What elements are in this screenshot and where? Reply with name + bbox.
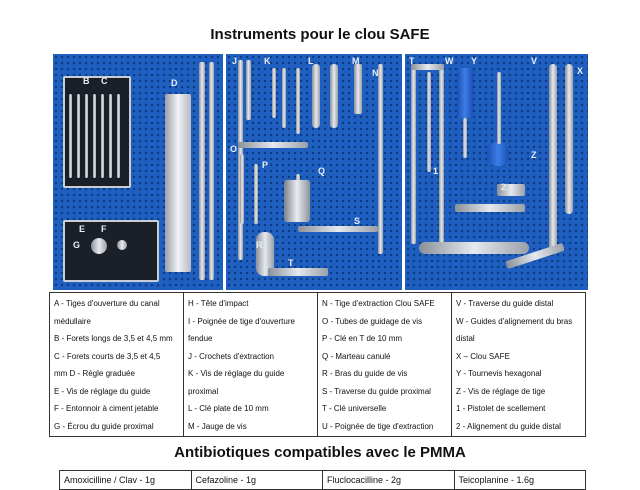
legend-line: B - Forets longs de 3,5 et 4,5 mm	[54, 334, 173, 343]
legend-line: J - Crochets d'extraction	[188, 351, 275, 361]
photo-label-z: Z	[531, 150, 537, 160]
legend-line: G - Écrou du guide proximal	[54, 421, 154, 431]
hex-screwdriver-shaft	[463, 118, 467, 158]
drill-bit	[109, 94, 112, 178]
legend-line: E - Vis de réglage du guide	[54, 386, 151, 396]
legend-line: N - Tige d'extraction Clou SAFE	[322, 299, 435, 308]
legend-line: C - Forets courts de 3,5 et 4,5	[54, 351, 161, 361]
antibiotic-cell: Amoxicilline / Clav - 1g	[60, 471, 192, 490]
antibiotics-table	[59, 470, 586, 490]
distal-crossbar	[411, 64, 416, 244]
screw-guide-tube	[238, 142, 308, 148]
flat-wrench	[330, 64, 338, 128]
cannulated-hammer	[284, 180, 310, 222]
adjustment-knob	[487, 142, 509, 166]
t-wrench	[254, 164, 258, 224]
legend-line: Y - Tournevis hexagonal	[456, 369, 542, 378]
legend-line: Z - Vis de réglage de tige	[456, 386, 546, 396]
distal-crossbar	[439, 64, 444, 244]
legend-line: F - Entonnoir à ciment jetable	[54, 404, 159, 413]
instrument-photo-panel-1	[53, 54, 223, 290]
legend-line: V - Traverse du guide distal	[456, 299, 554, 308]
instrument-photo-panel-2	[226, 54, 402, 290]
photo-label-b: B	[83, 76, 90, 86]
legend-line: W - Guides d'alignement du bras	[456, 316, 573, 326]
photo-label-g: G	[73, 240, 81, 250]
guide-crossbar	[298, 226, 378, 232]
universal-key	[268, 268, 328, 276]
photo-label-w: W	[445, 56, 454, 66]
photo-label-k: K	[264, 56, 271, 66]
legend-column-1	[50, 293, 184, 437]
adjustment-knob-shaft	[497, 72, 501, 144]
legend-line: X – Clou SAFE	[456, 351, 510, 361]
photo-label-r: R	[256, 240, 263, 250]
legend-column-2	[184, 293, 318, 437]
photo-label-x: X	[577, 66, 584, 76]
small-parts-tray	[63, 220, 159, 282]
cement-funnel	[91, 238, 107, 254]
page-title: Instruments pour le clou SAFE	[210, 26, 430, 43]
legend-line: K - Vis de réglage du guide	[188, 369, 285, 378]
photo-label-f: F	[101, 224, 107, 234]
legend-line: L - Clé plate de 10 mm	[188, 404, 269, 413]
antibiotic-cell: Cefazoline - 1g	[191, 471, 323, 490]
legend-line: M - Jauge de vis	[188, 421, 247, 431]
legend-line: Q - Marteau canulé	[322, 351, 391, 361]
legend-column-4	[452, 293, 586, 437]
photo-label-p: P	[262, 160, 269, 170]
instrument-photo-panel-3	[405, 54, 588, 290]
alignment-guide	[427, 72, 431, 172]
photo-label-o: O	[230, 144, 238, 154]
screw-gauge	[354, 64, 362, 114]
instrument-photo-strip	[53, 54, 588, 290]
instrument-legend-table	[49, 292, 586, 437]
graduated-ruler	[165, 94, 191, 272]
drill-bit	[101, 94, 104, 178]
table-row	[60, 471, 586, 490]
photo-label-t: T	[409, 56, 415, 66]
legend-line: A - Tiges d'ouverture du canal	[54, 299, 160, 308]
antibiotic-cell: Teicoplanine - 1.6g	[454, 471, 586, 490]
cement-gun	[419, 242, 529, 254]
legend-line: mm D - Règle graduée	[54, 369, 135, 378]
adjustment-screw	[272, 68, 276, 118]
distal-guide-frame	[411, 64, 444, 70]
photo-label-e: E	[79, 224, 86, 234]
drill-bit	[77, 94, 80, 178]
adjustment-screw	[282, 68, 286, 128]
legend-line: P - Clé en T de 10 mm	[322, 334, 403, 343]
photo-label-q: Q	[318, 166, 326, 176]
legend-line: R - Bras du guide de vis	[322, 369, 408, 378]
legend-line: médullaire	[54, 316, 91, 326]
legend-line: U - Poignée de tige d'extraction	[322, 421, 434, 431]
safe-nail	[549, 64, 557, 254]
photo-label-d: D	[171, 78, 178, 88]
legend-column-3	[318, 293, 452, 437]
legend-line: O - Tubes de guidage de vis	[322, 316, 423, 326]
drill-bit	[85, 94, 88, 178]
adjustment-screw	[296, 68, 300, 134]
medullary-rod	[199, 62, 205, 280]
photo-label-j: J	[232, 56, 238, 66]
photo-label-c: C	[101, 76, 108, 86]
flat-wrench	[312, 64, 320, 128]
cement-gun-barrel	[455, 204, 525, 212]
photo-label-t: T	[288, 258, 294, 268]
drill-bit	[93, 94, 96, 178]
legend-line: I - Poignée de tige d'ouverture	[188, 316, 295, 326]
photo-label-1: 1	[433, 166, 439, 176]
photo-label-v: V	[531, 56, 538, 66]
photo-label-m: M	[352, 56, 360, 66]
antibiotics-heading: Antibiotiques compatibles avec le PMMA	[174, 444, 466, 461]
antibiotic-cell: Fluclocacilline - 2g	[323, 471, 455, 490]
photo-label-2: 2	[501, 182, 507, 192]
hex-screwdriver-handle	[457, 68, 473, 118]
legend-line: H - Tête d'impact	[188, 299, 249, 308]
guide-nut	[117, 240, 127, 250]
photo-label-n: N	[372, 68, 379, 78]
drill-bit	[117, 94, 120, 178]
safe-nail	[565, 64, 573, 214]
legend-line: proximal	[188, 386, 219, 396]
extraction-hook	[246, 60, 251, 120]
screw-guide-tube	[240, 154, 244, 224]
legend-line: 2 - Alignement du guide distal	[456, 421, 561, 431]
medullary-rod	[209, 62, 214, 280]
table-row	[50, 293, 586, 437]
legend-line: 1 - Pistolet de scellement	[456, 404, 546, 413]
legend-line: fendue	[188, 334, 213, 343]
photo-label-s: S	[354, 216, 361, 226]
photo-label-l: L	[308, 56, 314, 66]
extraction-rod	[378, 64, 383, 254]
legend-line: distal	[456, 334, 475, 343]
legend-line: S - Traverse du guide proximal	[322, 386, 431, 396]
photo-label-y: Y	[471, 56, 478, 66]
drill-bit	[69, 94, 72, 178]
drill-bit-tray	[63, 76, 131, 188]
legend-line: T - Clé universelle	[322, 404, 387, 413]
